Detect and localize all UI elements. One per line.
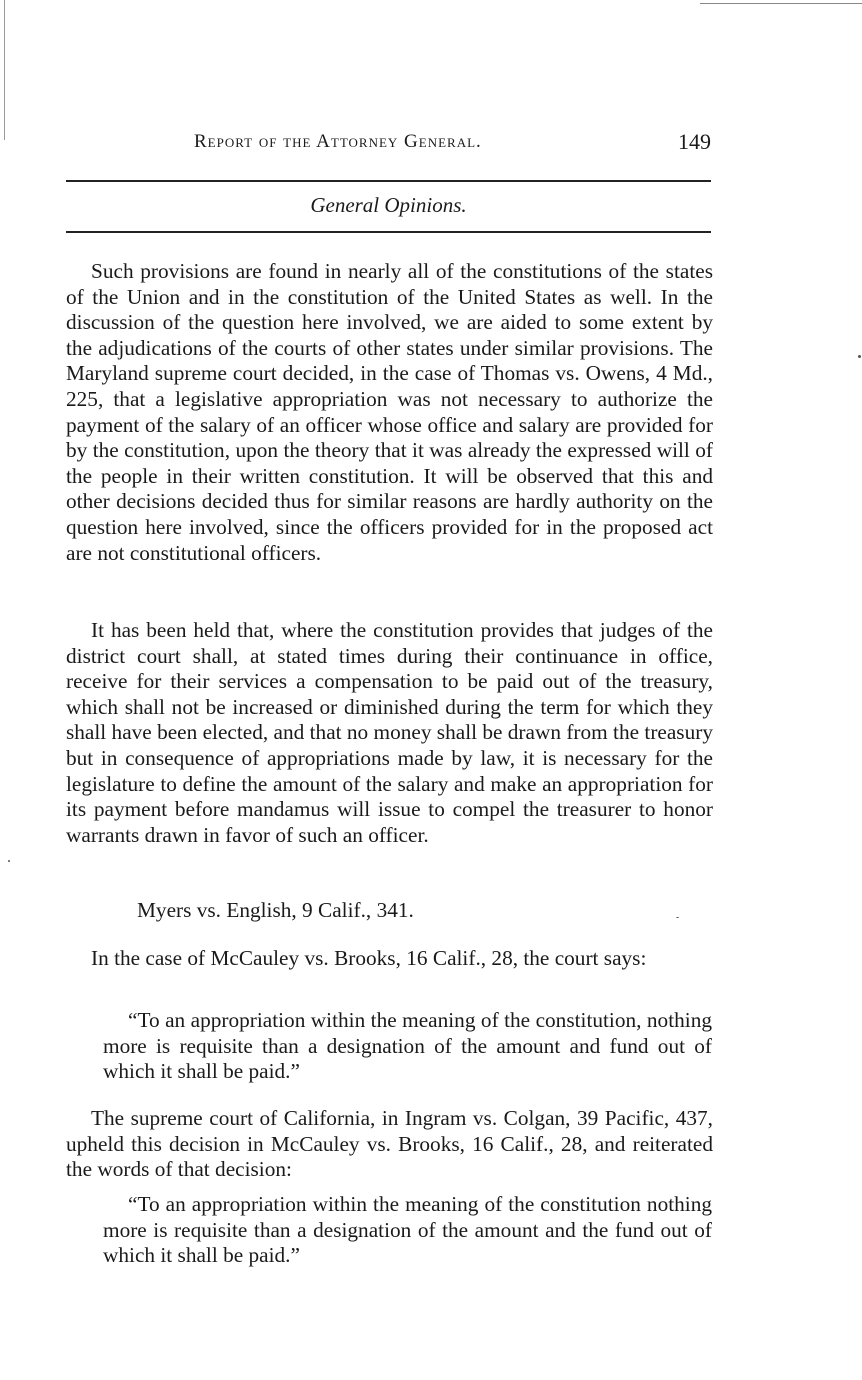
block-quote-ingram: “To an appropriation within the meaning of the constitution nothing more is requisite than a designation of the amount and the fund out of which it shall be paid.” <box>103 1192 712 1268</box>
block-quote-mccauley: “To an appropriation within the meaning of the constitution, nothing more is requisite than a designation of the amount and fund out of which it shall be paid.” <box>103 1008 712 1084</box>
header-rule-bottom <box>66 231 711 233</box>
print-speck <box>8 860 10 862</box>
header-rule-top <box>66 180 711 182</box>
paragraph-ingram-case: The supreme court of California, in Ingram vs. Colgan, 39 Pacific, 437, upheld this decision in McCauley vs. Brooks, 16 Calif., 28, and reiterated the words of that decision: <box>66 1106 713 1182</box>
paragraph-constitutional-provisions: Such provisions are found in nearly all of the constitutions of the states of the Union and in the constitution of the United States as well. In the discussion of the question here involved, we are aided to some extent by the adjudications of the courts of other states under similar provisions. The Maryland supreme court decided, in the case of Thomas vs. Owens, 4 Md., 225, that a legislative appropriation was not necessary to authorize the payment of the salary of an officer whose office and salary are provided for by the constitution, upon the theory that it was already the expressed will of the people in their written constitution. It will be observed that this and other decisions decided thus for similar reasons are hardly authority on the question here involved, since the officers provided for in the proposed act are not constitutional officers. <box>66 259 713 565</box>
paragraph-district-court-judges: It has been held that, where the constitution provides that judges of the district court shall, at stated times during their continuance in office, receive for their services a compensation to be paid out of the treasury, which shall not be increased or diminished during the term for which they shall have been elected, and that no money shall be drawn from the treasury but in consequence of appropriations made by law, it is necessary for the legislature to define the amount of the salary and make an appropriation for its payment before mandamus will issue to compel the treasurer to honor warrants drawn in favor of such an officer. <box>66 618 713 847</box>
case-citation: Myers vs. English, 9 Calif., 341. <box>137 898 414 922</box>
running-head: Report of the Attorney General. <box>194 131 482 152</box>
page-header <box>66 127 711 161</box>
print-speck <box>676 917 679 918</box>
paragraph-mccauley-case: In the case of McCauley vs. Brooks, 16 Calif., 28, the court says: <box>91 946 647 970</box>
page-edge-left <box>4 0 5 140</box>
section-title: General Opinions. <box>310 193 467 217</box>
page-number: 149 <box>678 129 711 154</box>
print-speck <box>858 355 861 358</box>
page-edge-top <box>700 3 862 4</box>
